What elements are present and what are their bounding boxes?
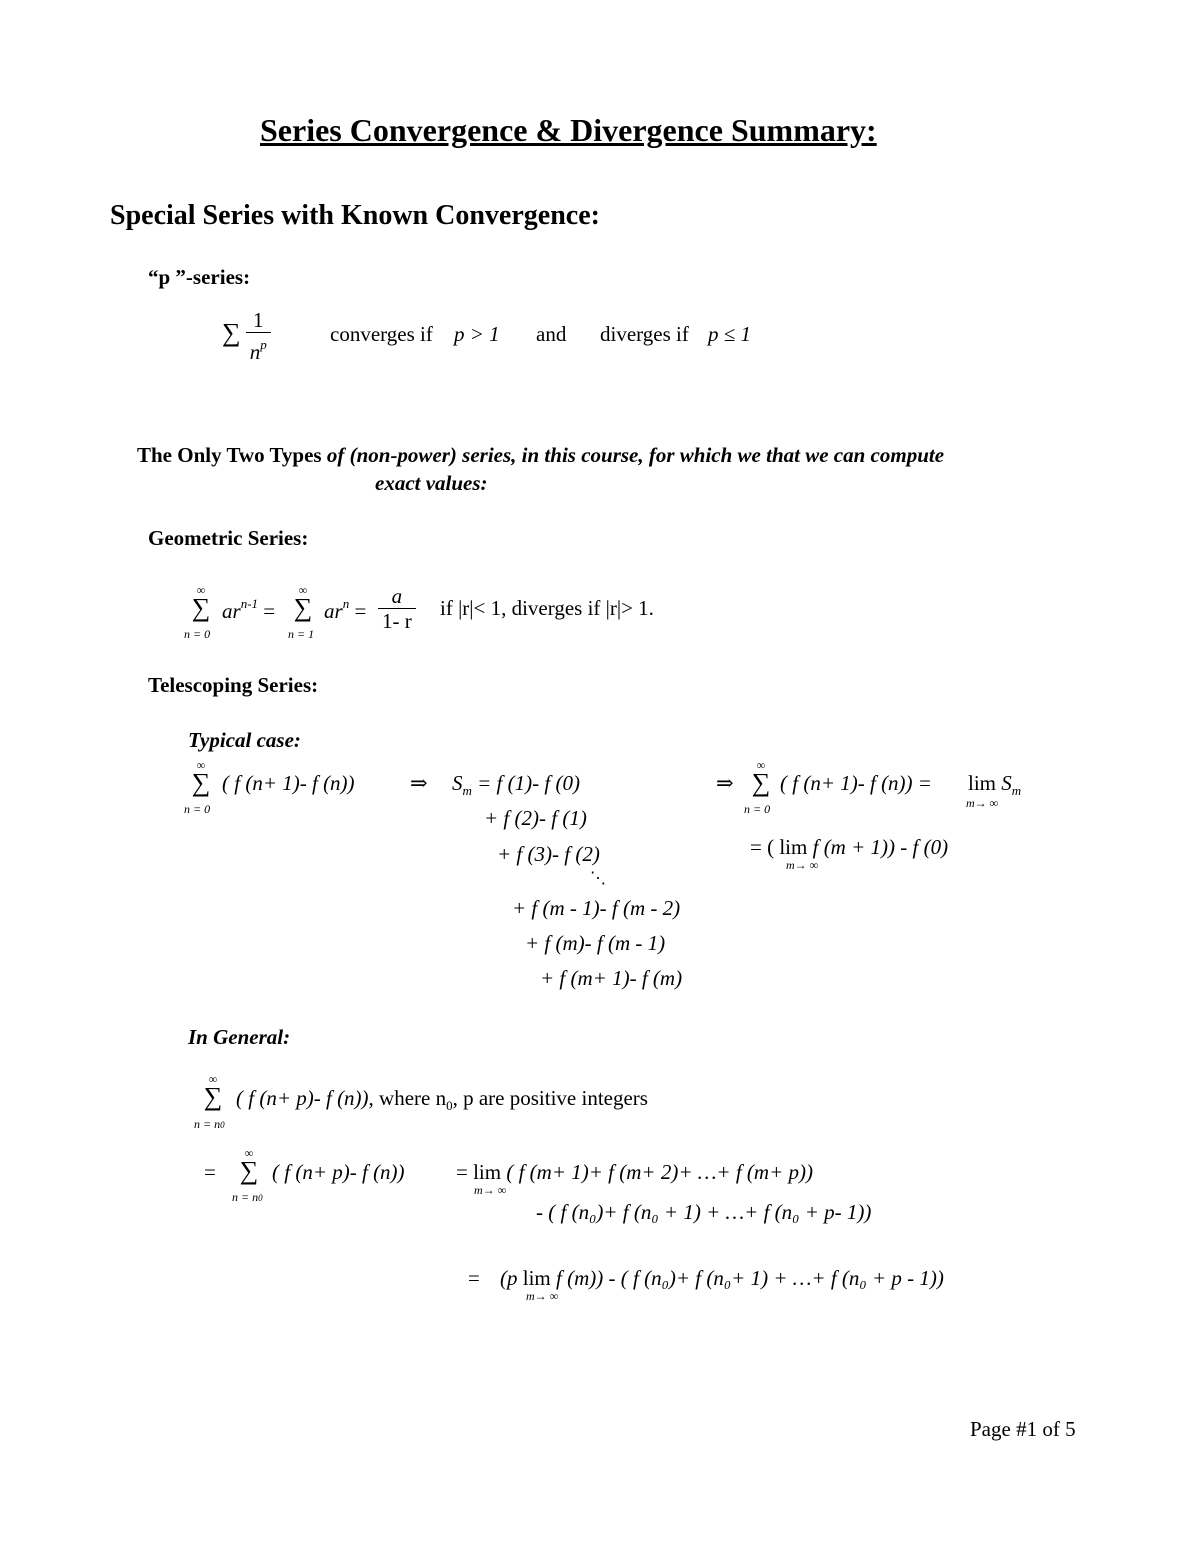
- pseries-fraction: [246, 308, 271, 364]
- general-line-1: [236, 1086, 648, 1114]
- fraction-denominator: 1- r: [382, 609, 412, 633]
- general-line-2-rhs: [456, 1160, 813, 1185]
- geometric-condition: if |r|< 1, diverges if |r|> 1.: [440, 596, 654, 620]
- result-lim-sub: m→ ∞: [786, 858, 819, 872]
- lim-word: lim: [968, 771, 997, 795]
- fraction-denominator: [246, 333, 271, 364]
- geometric-term-1: [222, 596, 275, 624]
- two-types-line2: exact values:: [375, 471, 488, 495]
- partial-sum-first: = f (1)- f (0): [477, 771, 580, 795]
- expansion-line-2: + f (3)- f (2): [497, 842, 600, 866]
- sigma-symbol: ∑: [751, 768, 771, 797]
- infinity-symbol: ∞: [244, 1146, 254, 1160]
- den-exponent: p: [260, 337, 267, 352]
- p-lim-open: (p: [500, 1266, 518, 1290]
- den-base: n: [249, 340, 261, 364]
- two-types-bold: The Only Two Types: [137, 443, 322, 467]
- expansion-ellipsis: ⋱: [590, 870, 606, 887]
- result-open: = (: [750, 835, 775, 859]
- pseries-formula: [222, 308, 271, 364]
- telescoping-sum-right: [746, 760, 776, 796]
- pseries-label: “p ”-series:: [148, 265, 251, 289]
- geometric-term-2: [324, 596, 366, 624]
- equals-sign: =: [263, 599, 276, 623]
- lim-word: lim: [779, 835, 808, 859]
- p-lim-term: f (m)): [556, 1266, 604, 1290]
- expansion-line-1: + f (2)- f (1): [484, 806, 587, 830]
- general-sum-1: [198, 1074, 228, 1110]
- where-sub: 0: [446, 1098, 453, 1113]
- term-exponent: n-1: [240, 596, 259, 611]
- page-title: Series Convergence & Divergence Summary:: [260, 112, 877, 148]
- fraction-numerator: a: [378, 584, 416, 609]
- telescoping-term: ( f (n+ 1)- f (n)): [222, 771, 355, 795]
- geometric-sum-2: [288, 585, 318, 621]
- telescoping-sum: [186, 760, 216, 796]
- infinity-symbol: ∞: [196, 758, 206, 772]
- lower-text: n = n: [232, 1190, 259, 1204]
- equals-sign: =: [354, 599, 367, 623]
- pseries-converges-text: converges if: [330, 322, 433, 346]
- general-line-2-term: ( f (n+ p)- f (n)): [272, 1160, 405, 1184]
- where-rest: , p are positive integers: [452, 1086, 648, 1110]
- infinity-symbol: ∞: [756, 758, 766, 772]
- telescoping-series-label: Telescoping Series:: [148, 673, 319, 697]
- geometric-sum-1: [186, 585, 216, 621]
- pseries-and: and: [536, 322, 567, 346]
- geometric-lower-1: n = 0: [184, 627, 211, 641]
- telescoping-term-right: ( f (n+ 1)- f (n)) =: [780, 771, 932, 795]
- general-line-4: [500, 1266, 944, 1291]
- expansion-line-5: + f (m+ 1)- f (m): [540, 966, 683, 990]
- geometric-fraction: [378, 584, 416, 633]
- lower-sub: 0: [258, 1193, 263, 1203]
- in-general-label: In General:: [188, 1025, 291, 1049]
- pseries-condition-1: p > 1: [454, 322, 500, 346]
- partial-sum-line: [452, 771, 580, 799]
- typical-case-label: Typical case:: [188, 728, 301, 752]
- lim-word: lim: [473, 1160, 502, 1184]
- result-limit-term: f (m + 1)): [812, 835, 896, 859]
- two-types-italic: of (non-power) series, in this course, for which we that we can compute: [326, 443, 945, 467]
- equals-sign: =: [456, 1160, 468, 1184]
- general-sum-2: [234, 1148, 264, 1184]
- general-eq-1: =: [204, 1160, 216, 1184]
- limit-right: [968, 771, 1021, 799]
- lower-sub: 0: [220, 1120, 225, 1130]
- expansion-line-4: + f (m)- f (m - 1): [525, 931, 666, 955]
- general-lim-sub-1: m→ ∞: [474, 1183, 507, 1197]
- general-lower-1: [194, 1117, 225, 1132]
- fraction-numerator: 1: [246, 308, 271, 333]
- term-ar: ar: [222, 599, 241, 623]
- partial-sum-sub: m: [462, 783, 472, 798]
- minus-initial-terms: - ( f (n₀)+ f (n₀+ 1) + …+ f (n₀ + p - 1)): [608, 1266, 944, 1290]
- term-exponent: n: [342, 596, 350, 611]
- telescoping-lower-right: n = 0: [744, 802, 771, 816]
- general-limit-sum: ( f (m+ 1)+ f (m+ 2)+ …+ f (m+ p)): [506, 1160, 814, 1184]
- limit-sub-right: m→ ∞: [966, 796, 999, 810]
- general-line-3: - ( f (n₀)+ f (n₀ + 1) + …+ f (n₀ + p- 1)): [536, 1200, 872, 1224]
- two-types-intro: [137, 443, 944, 468]
- pseries-diverges-text: diverges if: [600, 322, 689, 346]
- partial-sum-S: S: [452, 771, 463, 795]
- infinity-symbol: ∞: [298, 583, 308, 597]
- telescoping-result: [750, 835, 948, 860]
- implies-arrow-1: ⇒: [410, 771, 428, 795]
- geometric-series-label: Geometric Series:: [148, 526, 309, 550]
- sigma-symbol: ∑: [191, 593, 211, 622]
- sigma-symbol: ∑: [222, 317, 241, 347]
- infinity-symbol: ∞: [196, 583, 206, 597]
- general-eq-2: =: [468, 1266, 480, 1290]
- sigma-symbol: ∑: [239, 1156, 259, 1185]
- where-text: , where n: [368, 1086, 447, 1110]
- general-lim-sub-2: m→ ∞: [526, 1289, 559, 1303]
- sigma-symbol: ∑: [191, 768, 211, 797]
- pseries-condition-2: p ≤ 1: [708, 322, 752, 346]
- general-lower-2: [232, 1190, 263, 1205]
- section-heading-special-series: Special Series with Known Convergence:: [110, 200, 600, 231]
- result-minus-f0: - f (0): [900, 835, 949, 859]
- sigma-symbol: ∑: [293, 593, 313, 622]
- infinity-symbol: ∞: [208, 1072, 218, 1086]
- implies-arrow-2: ⇒: [716, 771, 734, 795]
- limit-S-sub: m: [1011, 783, 1022, 798]
- lower-text: n = n: [194, 1117, 221, 1131]
- telescoping-lower: n = 0: [184, 802, 211, 816]
- geometric-lower-2: n = 1: [288, 627, 315, 641]
- limit-S: S: [1001, 771, 1012, 795]
- expansion-line-3: + f (m - 1)- f (m - 2): [512, 896, 681, 920]
- general-term: ( f (n+ p)- f (n)): [236, 1086, 369, 1110]
- sigma-symbol: ∑: [203, 1082, 223, 1111]
- lim-word: lim: [522, 1266, 551, 1290]
- term-ar: ar: [324, 599, 343, 623]
- page-number: Page #1 of 5: [970, 1417, 1076, 1441]
